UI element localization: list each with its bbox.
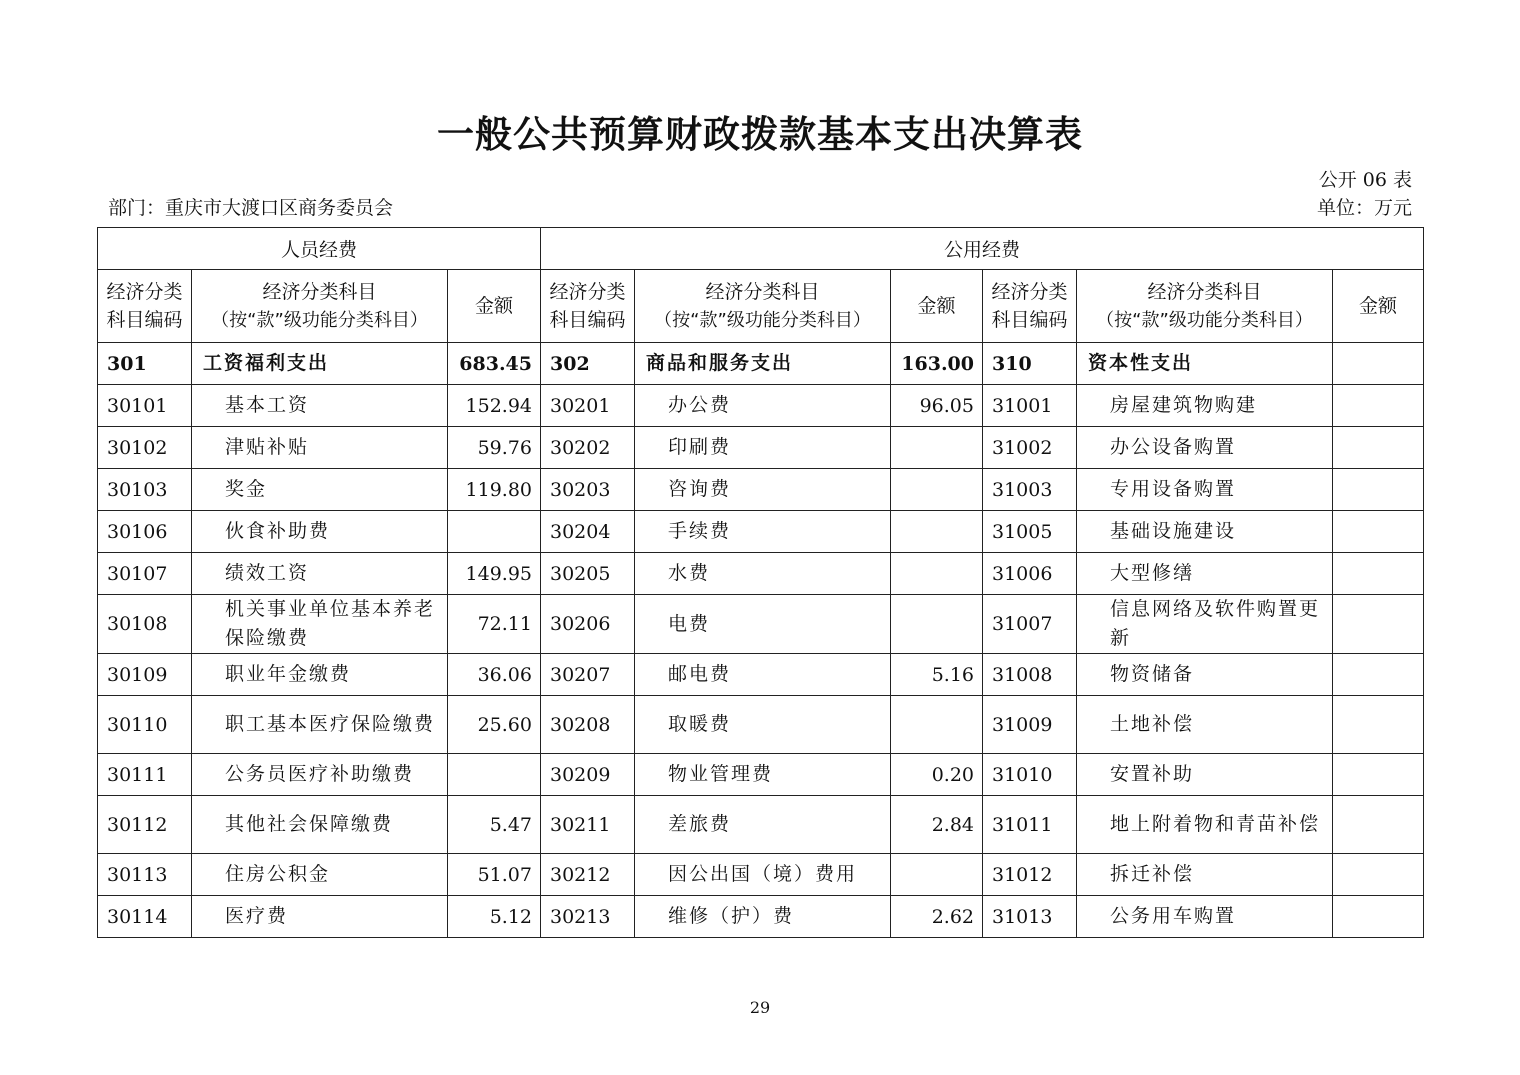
public-expense-header: 公用经费 xyxy=(541,228,1424,270)
item-code-cell: 31011 xyxy=(983,796,1077,854)
amount-cell: 163.00 xyxy=(891,343,983,385)
item-name-cell: 物资储备 xyxy=(1077,654,1333,696)
item-name-cell: 奖金 xyxy=(192,469,448,511)
item-code-cell: 30203 xyxy=(541,469,635,511)
amount-cell xyxy=(891,854,983,896)
table-row xyxy=(98,553,1424,595)
amount-column-header: 金额 xyxy=(891,270,983,343)
item-name-cell: 因公出国（境）费用 xyxy=(635,854,891,896)
code-column-header: 经济分类 科目编码 xyxy=(983,270,1077,343)
item-code-cell: 31006 xyxy=(983,553,1077,595)
item-name-cell: 房屋建筑物购建 xyxy=(1077,385,1333,427)
column-header-row xyxy=(98,270,1424,343)
item-code-cell: 30103 xyxy=(98,469,192,511)
item-code-cell: 31009 xyxy=(983,696,1077,754)
page-number: 29 xyxy=(749,998,771,1017)
item-name-cell: 伙食补助费 xyxy=(192,511,448,553)
item-name-cell: 基础设施建设 xyxy=(1077,511,1333,553)
amount-cell: 72.11 xyxy=(448,595,541,654)
item-code-cell: 30109 xyxy=(98,654,192,696)
item-code-cell: 310 xyxy=(983,343,1077,385)
amount-cell xyxy=(891,553,983,595)
amount-cell xyxy=(891,427,983,469)
table-row xyxy=(98,511,1424,553)
amount-cell: 0.20 xyxy=(891,754,983,796)
item-name-cell: 拆迁补偿 xyxy=(1077,854,1333,896)
amount-cell xyxy=(891,595,983,654)
amount-cell: 683.45 xyxy=(448,343,541,385)
item-name-cell: 职业年金缴费 xyxy=(192,654,448,696)
amount-cell xyxy=(1333,854,1424,896)
amount-cell xyxy=(1333,343,1424,385)
item-name-cell: 专用设备购置 xyxy=(1077,469,1333,511)
item-name-cell: 津贴补贴 xyxy=(192,427,448,469)
item-code-cell: 30114 xyxy=(98,896,192,938)
amount-cell xyxy=(448,511,541,553)
form-number: 公开 06 表 xyxy=(1318,169,1412,191)
item-name-cell: 机关事业单位基本养老保险缴费 xyxy=(192,595,448,654)
item-name-cell: 基本工资 xyxy=(192,385,448,427)
item-code-cell: 30106 xyxy=(98,511,192,553)
code-column-header: 经济分类 科目编码 xyxy=(98,270,192,343)
item-code-cell: 31002 xyxy=(983,427,1077,469)
amount-cell xyxy=(891,696,983,754)
item-name-cell: 公务用车购置 xyxy=(1077,896,1333,938)
item-name-cell: 职工基本医疗保险缴费 xyxy=(192,696,448,754)
amount-cell: 51.07 xyxy=(448,854,541,896)
item-name-cell: 维修（护）费 xyxy=(635,896,891,938)
amount-cell: 59.76 xyxy=(448,427,541,469)
amount-cell xyxy=(1333,654,1424,696)
item-code-cell: 30209 xyxy=(541,754,635,796)
amount-cell: 36.06 xyxy=(448,654,541,696)
table-row xyxy=(98,654,1424,696)
item-code-cell: 30211 xyxy=(541,796,635,854)
item-code-cell: 30204 xyxy=(541,511,635,553)
amount-cell: 149.95 xyxy=(448,553,541,595)
item-name-cell: 公务员医疗补助缴费 xyxy=(192,754,448,796)
item-code-cell: 30110 xyxy=(98,696,192,754)
personnel-expense-header: 人员经费 xyxy=(98,228,541,270)
amount-cell: 96.05 xyxy=(891,385,983,427)
table-body xyxy=(98,343,1424,938)
amount-cell: 2.62 xyxy=(891,896,983,938)
table-row xyxy=(98,754,1424,796)
item-code-cell: 31005 xyxy=(983,511,1077,553)
name-column-header: 经济分类科目 （按“款”级功能分类科目） xyxy=(192,270,448,343)
amount-cell xyxy=(1333,469,1424,511)
amount-cell: 2.84 xyxy=(891,796,983,854)
item-code-cell: 31007 xyxy=(983,595,1077,654)
item-name-cell: 资本性支出 xyxy=(1077,343,1333,385)
amount-cell xyxy=(1333,595,1424,654)
item-code-cell: 30201 xyxy=(541,385,635,427)
table-row xyxy=(98,385,1424,427)
amount-cell xyxy=(1333,696,1424,754)
amount-cell xyxy=(448,754,541,796)
item-code-cell: 30111 xyxy=(98,754,192,796)
table-row xyxy=(98,427,1424,469)
amount-cell: 5.16 xyxy=(891,654,983,696)
item-name-cell: 手续费 xyxy=(635,511,891,553)
expenditure-table xyxy=(97,227,1424,938)
amount-cell: 119.80 xyxy=(448,469,541,511)
item-code-cell: 30208 xyxy=(541,696,635,754)
item-code-cell: 31012 xyxy=(983,854,1077,896)
item-code-cell: 30108 xyxy=(98,595,192,654)
page-title: 一般公共预算财政拨款基本支出决算表 xyxy=(437,113,1083,156)
item-name-cell: 邮电费 xyxy=(635,654,891,696)
amount-cell xyxy=(1333,754,1424,796)
item-name-cell: 其他社会保障缴费 xyxy=(192,796,448,854)
item-code-cell: 301 xyxy=(98,343,192,385)
item-name-cell: 住房公积金 xyxy=(192,854,448,896)
amount-cell: 152.94 xyxy=(448,385,541,427)
item-name-cell: 咨询费 xyxy=(635,469,891,511)
item-code-cell: 31003 xyxy=(983,469,1077,511)
item-name-cell: 大型修缮 xyxy=(1077,553,1333,595)
amount-column-header: 金额 xyxy=(448,270,541,343)
item-name-cell: 安置补助 xyxy=(1077,754,1333,796)
department-label: 部门：重庆市大渡口区商务委员会 xyxy=(108,197,394,219)
item-code-cell: 30206 xyxy=(541,595,635,654)
item-name-cell: 土地补偿 xyxy=(1077,696,1333,754)
item-code-cell: 30205 xyxy=(541,553,635,595)
amount-cell xyxy=(1333,553,1424,595)
item-code-cell: 30102 xyxy=(98,427,192,469)
amount-cell xyxy=(891,511,983,553)
item-code-cell: 30202 xyxy=(541,427,635,469)
item-name-cell: 水费 xyxy=(635,553,891,595)
group-header-row xyxy=(98,228,1424,270)
name-column-header: 经济分类科目 （按“款”级功能分类科目） xyxy=(1077,270,1333,343)
item-name-cell: 地上附着物和青苗补偿 xyxy=(1077,796,1333,854)
item-name-cell: 信息网络及软件购置更新 xyxy=(1077,595,1333,654)
item-code-cell: 30207 xyxy=(541,654,635,696)
code-column-header: 经济分类 科目编码 xyxy=(541,270,635,343)
item-name-cell: 绩效工资 xyxy=(192,553,448,595)
table-row xyxy=(98,896,1424,938)
amount-cell xyxy=(1333,427,1424,469)
item-code-cell: 31013 xyxy=(983,896,1077,938)
amount-cell: 25.60 xyxy=(448,696,541,754)
amount-cell: 5.47 xyxy=(448,796,541,854)
item-code-cell: 30113 xyxy=(98,854,192,896)
item-code-cell: 302 xyxy=(541,343,635,385)
item-name-cell: 医疗费 xyxy=(192,896,448,938)
item-code-cell: 30107 xyxy=(98,553,192,595)
amount-cell xyxy=(1333,385,1424,427)
table-row xyxy=(98,595,1424,654)
item-code-cell: 31008 xyxy=(983,654,1077,696)
item-code-cell: 30212 xyxy=(541,854,635,896)
item-name-cell: 差旅费 xyxy=(635,796,891,854)
unit-label: 单位：万元 xyxy=(1316,197,1412,219)
item-name-cell: 物业管理费 xyxy=(635,754,891,796)
table-row xyxy=(98,469,1424,511)
name-column-header: 经济分类科目 （按“款”级功能分类科目） xyxy=(635,270,891,343)
amount-cell xyxy=(891,469,983,511)
item-name-cell: 印刷费 xyxy=(635,427,891,469)
item-name-cell: 办公费 xyxy=(635,385,891,427)
item-name-cell: 商品和服务支出 xyxy=(635,343,891,385)
table-row xyxy=(98,696,1424,754)
amount-column-header: 金额 xyxy=(1333,270,1424,343)
amount-cell xyxy=(1333,796,1424,854)
amount-cell xyxy=(1333,511,1424,553)
item-code-cell: 30101 xyxy=(98,385,192,427)
category-row xyxy=(98,343,1424,385)
table-row xyxy=(98,854,1424,896)
item-code-cell: 30112 xyxy=(98,796,192,854)
table-row xyxy=(98,796,1424,854)
item-name-cell: 工资福利支出 xyxy=(192,343,448,385)
item-code-cell: 31010 xyxy=(983,754,1077,796)
item-name-cell: 取暖费 xyxy=(635,696,891,754)
item-name-cell: 办公设备购置 xyxy=(1077,427,1333,469)
item-code-cell: 31001 xyxy=(983,385,1077,427)
amount-cell xyxy=(1333,896,1424,938)
amount-cell: 5.12 xyxy=(448,896,541,938)
item-name-cell: 电费 xyxy=(635,595,891,654)
item-code-cell: 30213 xyxy=(541,896,635,938)
